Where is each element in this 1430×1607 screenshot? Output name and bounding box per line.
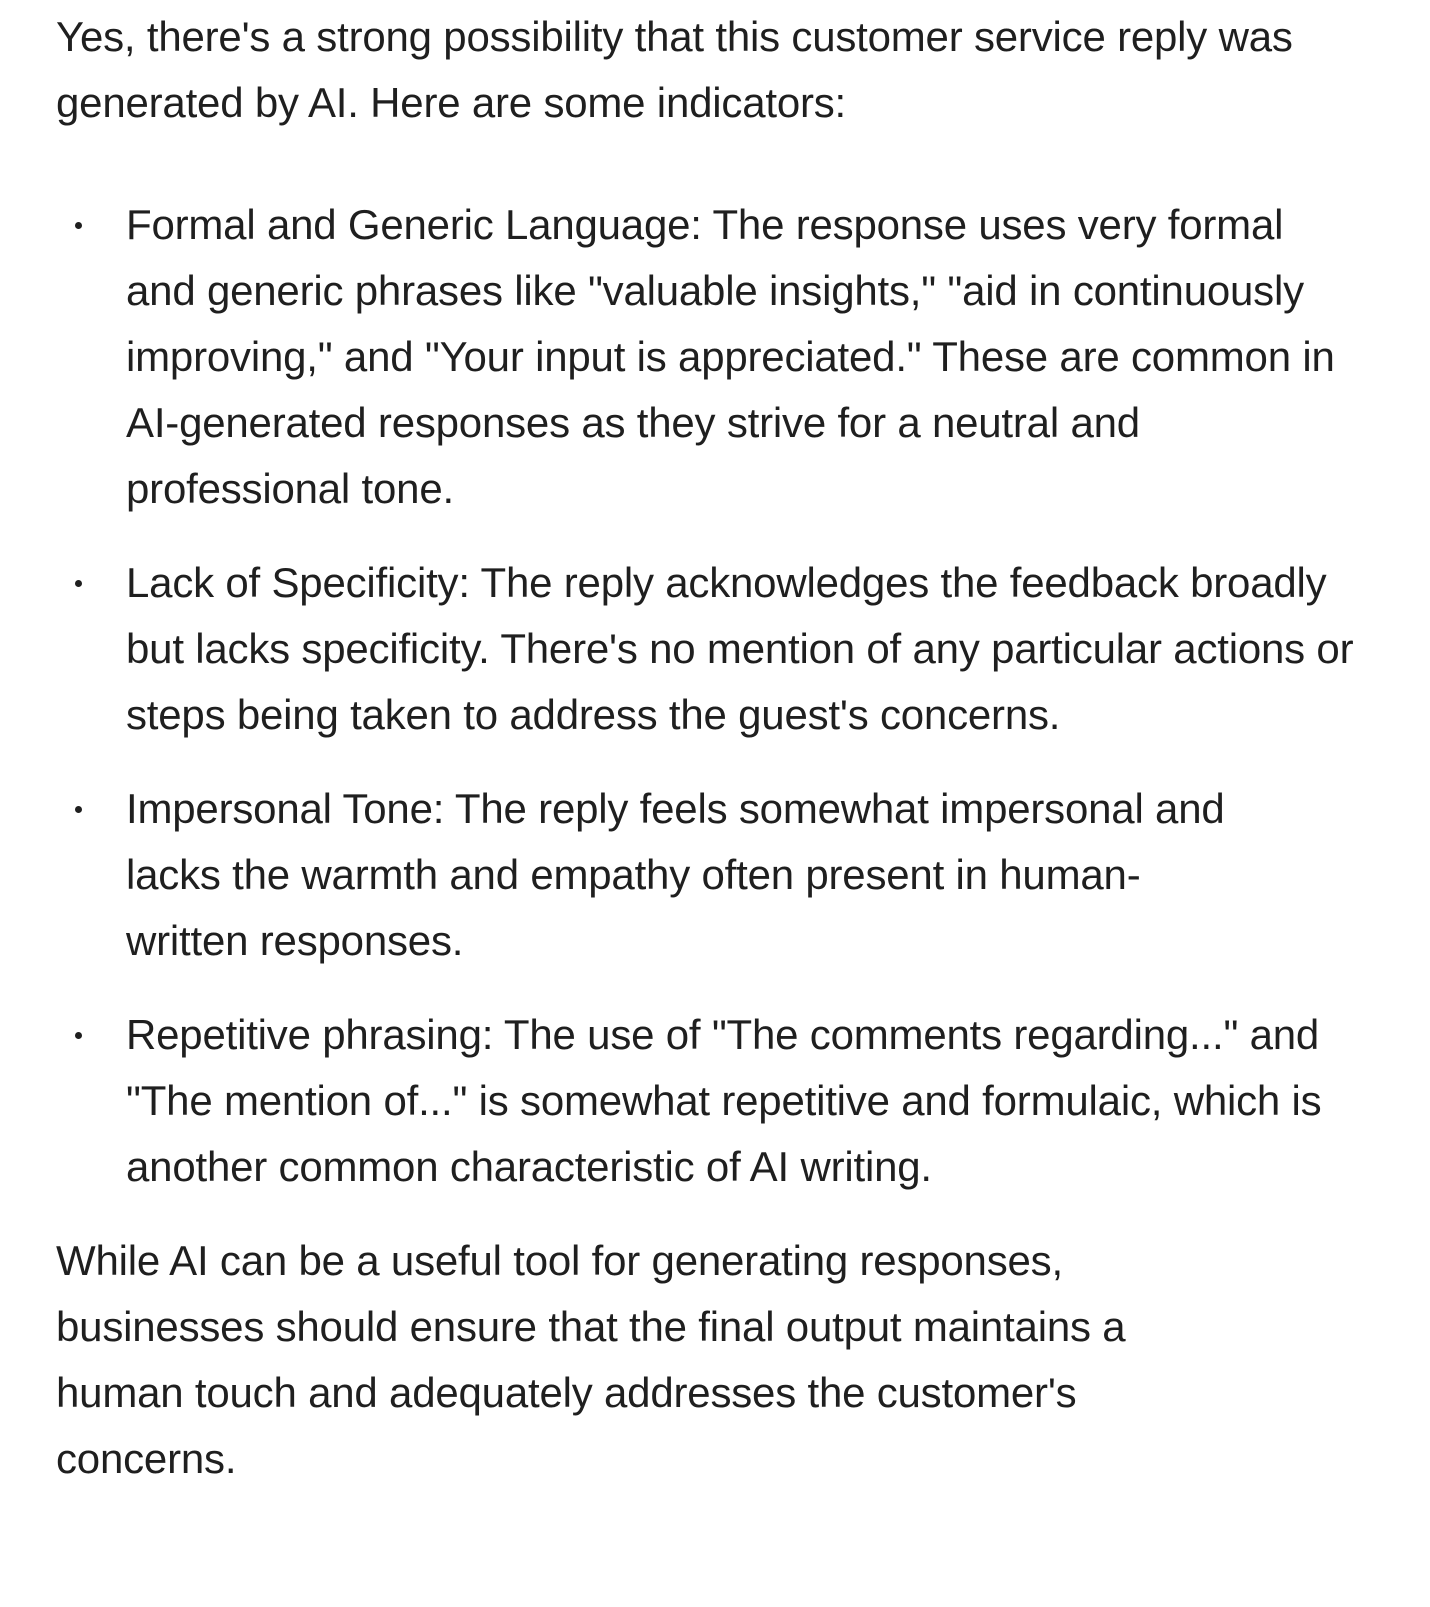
bullet-icon [75,806,82,813]
list-item [56,550,1396,748]
bullet-icon [75,1032,82,1039]
indicator-formal-generic-language: Formal and Generic Language: The response uses very formal and generic phrases like "valuable insights," "aid in continuously improving," and "Your input is appreciated." These are common in AI-generated responses as they strive for a neutral and professional tone. [126,201,1335,512]
response-conclusion: While AI can be a useful tool for generating responses, businesses should ensure that the final output maintains a human touch and adequately addresses the customer's concerns. [56,1237,1126,1482]
ai-response-message [56,4,1396,1492]
list-item [56,776,1396,974]
indicator-impersonal-tone: Impersonal Tone: The reply feels somewhat impersonal and lacks the warmth and empathy often present in human-written responses. [126,785,1225,964]
indicator-lack-of-specificity: Lack of Specificity: The reply acknowledges the feedback broadly but lacks specificity. There's no mention of any particular actions or steps being taken to address the guest's concerns. [126,559,1354,738]
response-intro: Yes, there's a strong possibility that this customer service reply was generated by AI. Here are some indicators: [56,13,1293,126]
list-item [56,192,1396,522]
bullet-icon [75,580,82,587]
bullet-icon [75,222,82,229]
list-item [56,1002,1396,1200]
indicator-list [56,192,1396,1200]
indicator-repetitive-phrasing: Repetitive phrasing: The use of "The comments regarding..." and "The mention of..." is somewhat repetitive and formulaic, which is another common characteristic of AI writing. [126,1011,1322,1190]
